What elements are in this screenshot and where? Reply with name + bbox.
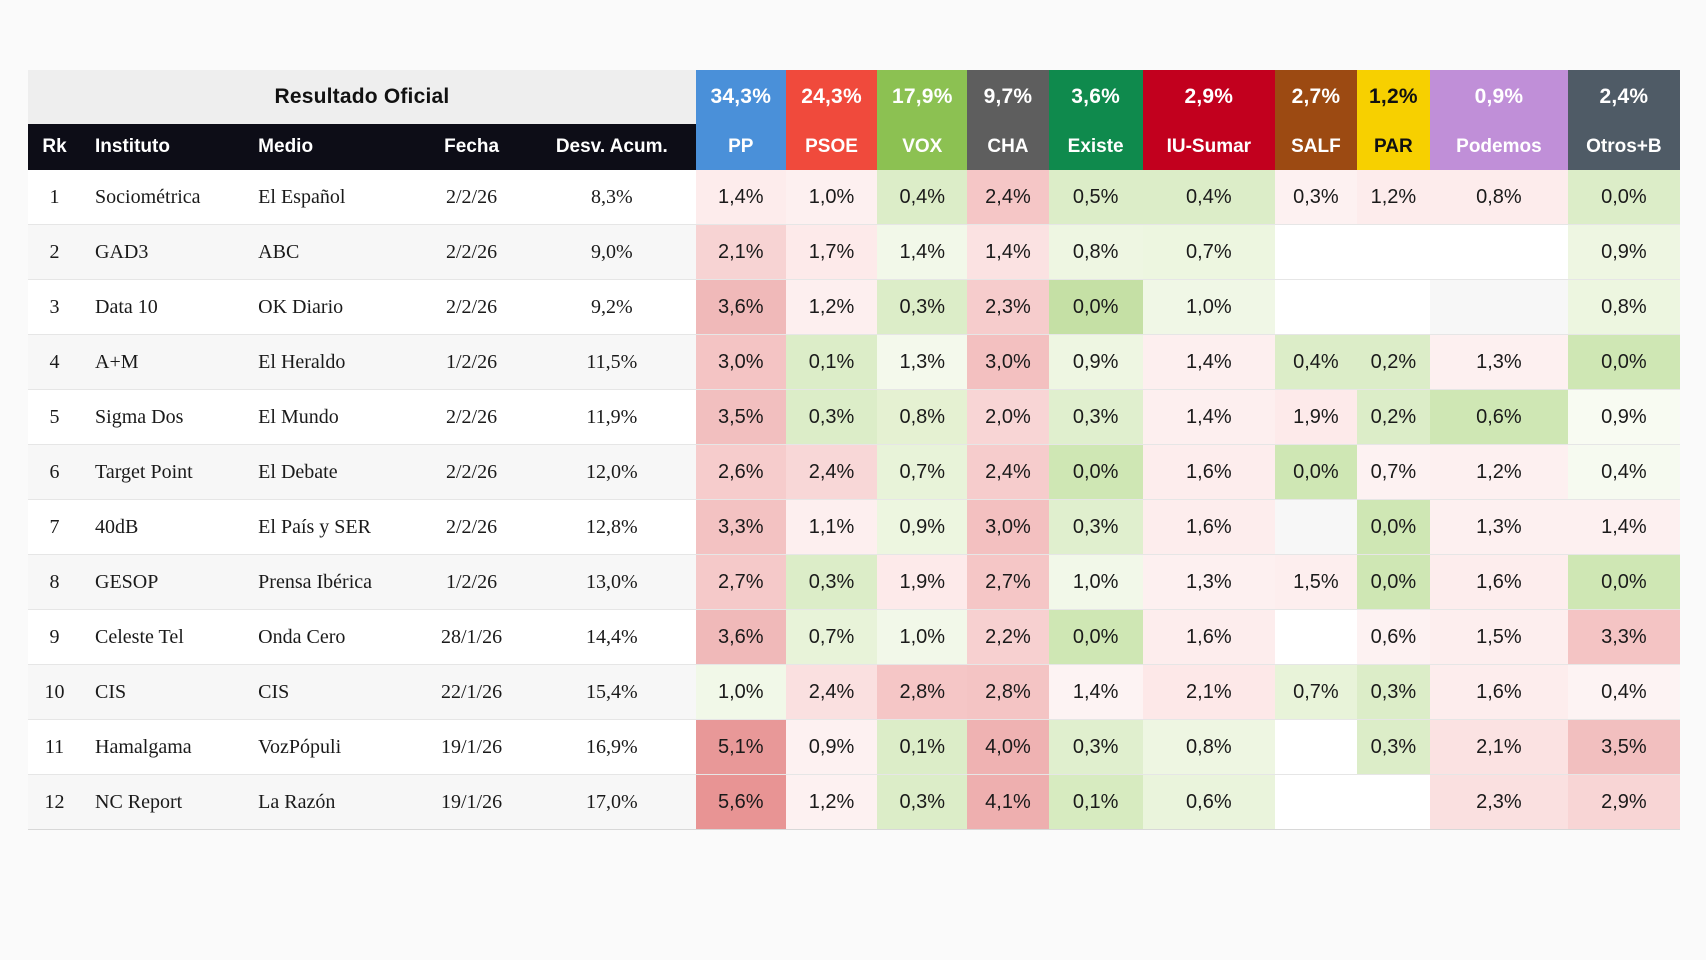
cell-cha-deviation: 3,0%	[967, 500, 1049, 555]
cell-instituto: Celeste Tel	[81, 610, 244, 665]
cell-psoe-deviation: 0,3%	[786, 555, 878, 610]
cell-pp-deviation: 3,6%	[696, 280, 786, 335]
cell-cha-deviation: 4,1%	[967, 775, 1049, 830]
cell-desv-acum: 9,0%	[528, 225, 696, 280]
cell-cha-deviation: 2,2%	[967, 610, 1049, 665]
cell-desv-acum: 11,5%	[528, 335, 696, 390]
official-result-podemos: 0,9%	[1430, 70, 1568, 124]
cell-existe-deviation: 1,0%	[1049, 555, 1143, 610]
cell-rk: 4	[28, 335, 81, 390]
cell-salf-deviation	[1275, 720, 1357, 775]
column-header-row	[28, 124, 1680, 170]
cell-par-deviation: 1,2%	[1357, 170, 1430, 225]
cell-cha-deviation: 2,4%	[967, 170, 1049, 225]
cell-fecha: 2/2/26	[415, 500, 527, 555]
table-row[interactable]	[28, 610, 1680, 665]
cell-psoe-deviation: 1,2%	[786, 280, 878, 335]
cell-vox-deviation: 0,4%	[877, 170, 967, 225]
cell-par-deviation: 0,3%	[1357, 665, 1430, 720]
cell-psoe-deviation: 1,1%	[786, 500, 878, 555]
cell-podemos-deviation: 1,3%	[1430, 335, 1568, 390]
cell-podemos-deviation	[1430, 280, 1568, 335]
table-row[interactable]	[28, 665, 1680, 720]
cell-pp-deviation: 3,5%	[696, 390, 786, 445]
header-party-otros+b[interactable]: Otros+B	[1568, 124, 1680, 170]
cell-rk: 1	[28, 170, 81, 225]
table-row[interactable]	[28, 390, 1680, 445]
cell-podemos-deviation: 0,6%	[1430, 390, 1568, 445]
official-result-iu-sumar: 2,9%	[1143, 70, 1276, 124]
header-party-iu-sumar[interactable]: IU-Sumar	[1143, 124, 1276, 170]
cell-psoe-deviation: 0,1%	[786, 335, 878, 390]
cell-podemos-deviation: 1,5%	[1430, 610, 1568, 665]
cell-cha-deviation: 2,7%	[967, 555, 1049, 610]
cell-fecha: 19/1/26	[415, 775, 527, 830]
cell-cha-deviation: 1,4%	[967, 225, 1049, 280]
cell-salf-deviation: 0,3%	[1275, 170, 1357, 225]
poll-table	[28, 70, 1680, 830]
cell-rk: 2	[28, 225, 81, 280]
cell-existe-deviation: 0,9%	[1049, 335, 1143, 390]
cell-rk: 11	[28, 720, 81, 775]
cell-podemos-deviation: 1,2%	[1430, 445, 1568, 500]
official-result-par: 1,2%	[1357, 70, 1430, 124]
cell-cha-deviation: 2,8%	[967, 665, 1049, 720]
official-result-existe: 3,6%	[1049, 70, 1143, 124]
cell-instituto: Hamalgama	[81, 720, 244, 775]
cell-desv-acum: 11,9%	[528, 390, 696, 445]
cell-pp-deviation: 3,0%	[696, 335, 786, 390]
cell-par-deviation	[1357, 775, 1430, 830]
cell-instituto: A+M	[81, 335, 244, 390]
cell-desv-acum: 15,4%	[528, 665, 696, 720]
cell-rk: 12	[28, 775, 81, 830]
cell-desv-acum: 9,2%	[528, 280, 696, 335]
cell-instituto: Sociométrica	[81, 170, 244, 225]
cell-vox-deviation: 1,3%	[877, 335, 967, 390]
cell-salf-deviation: 0,4%	[1275, 335, 1357, 390]
header-party-existe[interactable]: Existe	[1049, 124, 1143, 170]
cell-vox-deviation: 1,0%	[877, 610, 967, 665]
table-row[interactable]	[28, 225, 1680, 280]
cell-fecha: 2/2/26	[415, 445, 527, 500]
table-row[interactable]	[28, 335, 1680, 390]
cell-vox-deviation: 0,1%	[877, 720, 967, 775]
cell-desv-acum: 14,4%	[528, 610, 696, 665]
cell-desv-acum: 16,9%	[528, 720, 696, 775]
cell-fecha: 1/2/26	[415, 335, 527, 390]
cell-medio: Prensa Ibérica	[244, 555, 415, 610]
cell-iu-sumar-deviation: 1,6%	[1143, 445, 1276, 500]
cell-vox-deviation: 0,3%	[877, 280, 967, 335]
cell-desv-acum: 12,0%	[528, 445, 696, 500]
cell-existe-deviation: 0,5%	[1049, 170, 1143, 225]
cell-iu-sumar-deviation: 1,6%	[1143, 500, 1276, 555]
cell-medio: CIS	[244, 665, 415, 720]
cell-salf-deviation	[1275, 225, 1357, 280]
cell-otros+b-deviation: 1,4%	[1568, 500, 1680, 555]
cell-medio: El País y SER	[244, 500, 415, 555]
cell-instituto: GESOP	[81, 555, 244, 610]
cell-iu-sumar-deviation: 0,4%	[1143, 170, 1276, 225]
cell-fecha: 2/2/26	[415, 390, 527, 445]
cell-podemos-deviation	[1430, 225, 1568, 280]
cell-salf-deviation: 1,9%	[1275, 390, 1357, 445]
cell-otros+b-deviation: 0,0%	[1568, 555, 1680, 610]
poll-table-body	[28, 70, 1680, 830]
cell-vox-deviation: 0,7%	[877, 445, 967, 500]
table-row[interactable]	[28, 720, 1680, 775]
cell-podemos-deviation: 1,3%	[1430, 500, 1568, 555]
cell-otros+b-deviation: 0,4%	[1568, 665, 1680, 720]
cell-medio: VozPópuli	[244, 720, 415, 775]
cell-iu-sumar-deviation: 1,0%	[1143, 280, 1276, 335]
cell-pp-deviation: 3,3%	[696, 500, 786, 555]
table-row[interactable]	[28, 170, 1680, 225]
cell-cha-deviation: 3,0%	[967, 335, 1049, 390]
cell-salf-deviation: 0,7%	[1275, 665, 1357, 720]
cell-iu-sumar-deviation: 1,4%	[1143, 390, 1276, 445]
cell-medio: La Razón	[244, 775, 415, 830]
cell-salf-deviation	[1275, 610, 1357, 665]
cell-rk: 6	[28, 445, 81, 500]
poll-table-container	[28, 70, 1680, 830]
header-party-pp[interactable]: PP	[696, 124, 786, 170]
cell-existe-deviation: 0,3%	[1049, 390, 1143, 445]
cell-otros+b-deviation: 3,3%	[1568, 610, 1680, 665]
cell-iu-sumar-deviation: 1,4%	[1143, 335, 1276, 390]
cell-rk: 5	[28, 390, 81, 445]
cell-medio: El Debate	[244, 445, 415, 500]
cell-par-deviation	[1357, 225, 1430, 280]
cell-medio: OK Diario	[244, 280, 415, 335]
cell-iu-sumar-deviation: 1,3%	[1143, 555, 1276, 610]
table-row[interactable]	[28, 445, 1680, 500]
cell-pp-deviation: 2,7%	[696, 555, 786, 610]
cell-psoe-deviation: 1,7%	[786, 225, 878, 280]
cell-salf-deviation	[1275, 500, 1357, 555]
header-instituto[interactable]: Instituto	[81, 124, 244, 170]
table-row[interactable]	[28, 280, 1680, 335]
cell-existe-deviation: 0,0%	[1049, 280, 1143, 335]
cell-podemos-deviation: 1,6%	[1430, 555, 1568, 610]
cell-medio: ABC	[244, 225, 415, 280]
header-party-vox[interactable]: VOX	[877, 124, 967, 170]
cell-pp-deviation: 1,4%	[696, 170, 786, 225]
cell-fecha: 2/2/26	[415, 170, 527, 225]
cell-vox-deviation: 0,8%	[877, 390, 967, 445]
cell-vox-deviation: 0,3%	[877, 775, 967, 830]
cell-existe-deviation: 0,3%	[1049, 720, 1143, 775]
cell-podemos-deviation: 2,3%	[1430, 775, 1568, 830]
header-party-salf[interactable]: SALF	[1275, 124, 1357, 170]
cell-fecha: 22/1/26	[415, 665, 527, 720]
cell-desv-acum: 8,3%	[528, 170, 696, 225]
cell-par-deviation: 0,6%	[1357, 610, 1430, 665]
cell-existe-deviation: 1,4%	[1049, 665, 1143, 720]
cell-desv-acum: 17,0%	[528, 775, 696, 830]
cell-cha-deviation: 2,4%	[967, 445, 1049, 500]
result-title: Resultado Oficial	[28, 70, 696, 124]
cell-pp-deviation: 5,1%	[696, 720, 786, 775]
header-party-podemos[interactable]: Podemos	[1430, 124, 1568, 170]
cell-medio: El Español	[244, 170, 415, 225]
cell-salf-deviation	[1275, 775, 1357, 830]
header-medio[interactable]: Medio	[244, 124, 415, 170]
cell-fecha: 19/1/26	[415, 720, 527, 775]
official-result-otros+b: 2,4%	[1568, 70, 1680, 124]
cell-existe-deviation: 0,3%	[1049, 500, 1143, 555]
cell-otros+b-deviation: 0,9%	[1568, 390, 1680, 445]
cell-cha-deviation: 2,0%	[967, 390, 1049, 445]
official-result-psoe: 24,3%	[786, 70, 878, 124]
cell-fecha: 2/2/26	[415, 280, 527, 335]
cell-iu-sumar-deviation: 2,1%	[1143, 665, 1276, 720]
cell-instituto: Sigma Dos	[81, 390, 244, 445]
cell-pp-deviation: 3,6%	[696, 610, 786, 665]
header-party-par[interactable]: PAR	[1357, 124, 1430, 170]
cell-psoe-deviation: 0,3%	[786, 390, 878, 445]
official-result-cha: 9,7%	[967, 70, 1049, 124]
cell-iu-sumar-deviation: 1,6%	[1143, 610, 1276, 665]
header-party-psoe[interactable]: PSOE	[786, 124, 878, 170]
cell-vox-deviation: 2,8%	[877, 665, 967, 720]
cell-existe-deviation: 0,0%	[1049, 445, 1143, 500]
cell-par-deviation: 0,7%	[1357, 445, 1430, 500]
cell-podemos-deviation: 0,8%	[1430, 170, 1568, 225]
cell-iu-sumar-deviation: 0,7%	[1143, 225, 1276, 280]
cell-salf-deviation	[1275, 280, 1357, 335]
cell-vox-deviation: 1,9%	[877, 555, 967, 610]
cell-par-deviation: 0,2%	[1357, 335, 1430, 390]
official-result-salf: 2,7%	[1275, 70, 1357, 124]
cell-pp-deviation: 2,1%	[696, 225, 786, 280]
cell-psoe-deviation: 1,2%	[786, 775, 878, 830]
cell-otros+b-deviation: 0,0%	[1568, 335, 1680, 390]
cell-instituto: GAD3	[81, 225, 244, 280]
cell-otros+b-deviation: 0,9%	[1568, 225, 1680, 280]
cell-par-deviation	[1357, 280, 1430, 335]
cell-pp-deviation: 5,6%	[696, 775, 786, 830]
cell-cha-deviation: 4,0%	[967, 720, 1049, 775]
cell-par-deviation: 0,2%	[1357, 390, 1430, 445]
cell-otros+b-deviation: 2,9%	[1568, 775, 1680, 830]
cell-salf-deviation: 0,0%	[1275, 445, 1357, 500]
cell-instituto: CIS	[81, 665, 244, 720]
cell-medio: Onda Cero	[244, 610, 415, 665]
cell-vox-deviation: 1,4%	[877, 225, 967, 280]
header-party-cha[interactable]: CHA	[967, 124, 1049, 170]
cell-vox-deviation: 0,9%	[877, 500, 967, 555]
cell-par-deviation: 0,0%	[1357, 500, 1430, 555]
header-rk[interactable]: Rk	[28, 124, 81, 170]
table-row[interactable]	[28, 500, 1680, 555]
cell-pp-deviation: 1,0%	[696, 665, 786, 720]
header-fecha[interactable]: Fecha	[415, 124, 527, 170]
cell-otros+b-deviation: 3,5%	[1568, 720, 1680, 775]
cell-rk: 8	[28, 555, 81, 610]
cell-podemos-deviation: 1,6%	[1430, 665, 1568, 720]
cell-rk: 9	[28, 610, 81, 665]
official-result-row	[28, 70, 1680, 124]
cell-fecha: 28/1/26	[415, 610, 527, 665]
cell-pp-deviation: 2,6%	[696, 445, 786, 500]
cell-instituto: Data 10	[81, 280, 244, 335]
cell-instituto: Target Point	[81, 445, 244, 500]
cell-existe-deviation: 0,0%	[1049, 610, 1143, 665]
cell-desv-acum: 12,8%	[528, 500, 696, 555]
cell-desv-acum: 13,0%	[528, 555, 696, 610]
cell-psoe-deviation: 0,7%	[786, 610, 878, 665]
cell-psoe-deviation: 2,4%	[786, 665, 878, 720]
official-result-vox: 17,9%	[877, 70, 967, 124]
cell-psoe-deviation: 2,4%	[786, 445, 878, 500]
cell-par-deviation: 0,3%	[1357, 720, 1430, 775]
cell-existe-deviation: 0,8%	[1049, 225, 1143, 280]
cell-fecha: 2/2/26	[415, 225, 527, 280]
cell-otros+b-deviation: 0,4%	[1568, 445, 1680, 500]
cell-podemos-deviation: 2,1%	[1430, 720, 1568, 775]
cell-existe-deviation: 0,1%	[1049, 775, 1143, 830]
cell-cha-deviation: 2,3%	[967, 280, 1049, 335]
cell-iu-sumar-deviation: 0,6%	[1143, 775, 1276, 830]
cell-psoe-deviation: 1,0%	[786, 170, 878, 225]
cell-par-deviation: 0,0%	[1357, 555, 1430, 610]
cell-iu-sumar-deviation: 0,8%	[1143, 720, 1276, 775]
cell-medio: El Heraldo	[244, 335, 415, 390]
cell-instituto: NC Report	[81, 775, 244, 830]
cell-instituto: 40dB	[81, 500, 244, 555]
cell-otros+b-deviation: 0,0%	[1568, 170, 1680, 225]
official-result-pp: 34,3%	[696, 70, 786, 124]
cell-fecha: 1/2/26	[415, 555, 527, 610]
cell-rk: 3	[28, 280, 81, 335]
header-desv-acum[interactable]: Desv. Acum.	[528, 124, 696, 170]
table-row[interactable]	[28, 775, 1680, 830]
cell-rk: 7	[28, 500, 81, 555]
table-row[interactable]	[28, 555, 1680, 610]
cell-rk: 10	[28, 665, 81, 720]
cell-otros+b-deviation: 0,8%	[1568, 280, 1680, 335]
cell-psoe-deviation: 0,9%	[786, 720, 878, 775]
cell-medio: El Mundo	[244, 390, 415, 445]
cell-salf-deviation: 1,5%	[1275, 555, 1357, 610]
